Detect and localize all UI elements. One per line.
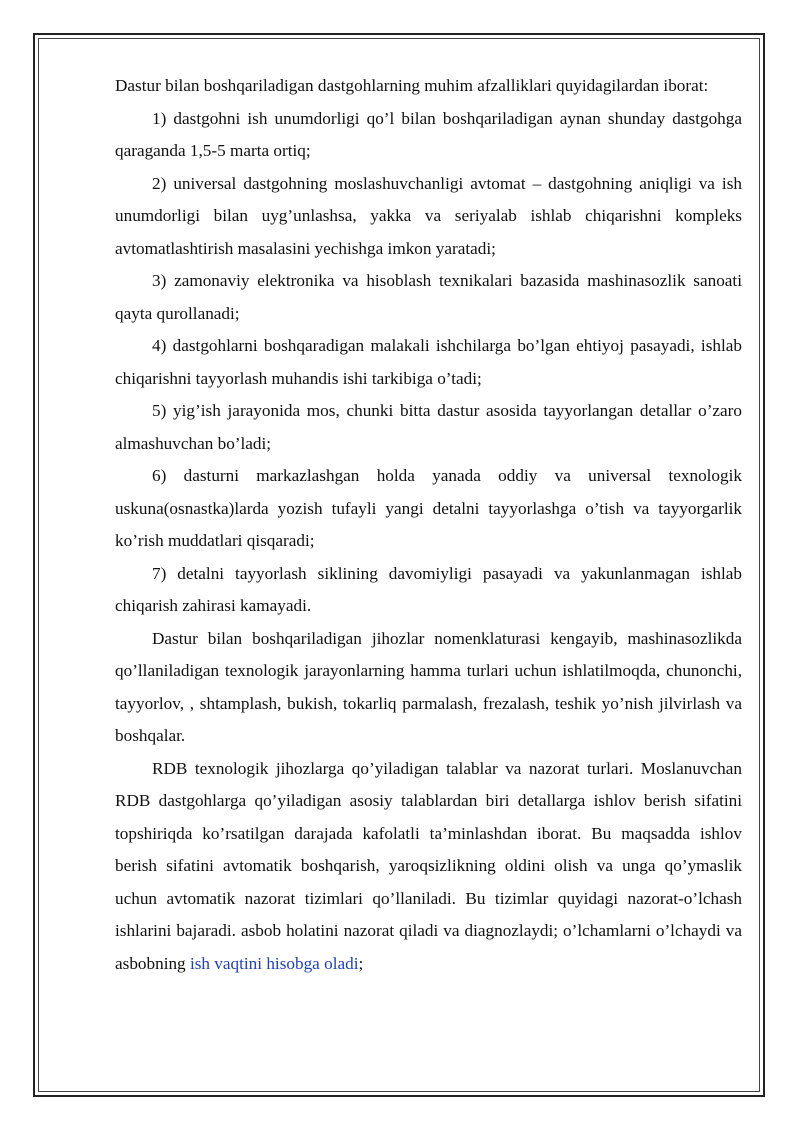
hyperlink-work-time[interactable]: ish vaqtini hisobga oladi [189, 953, 359, 973]
paragraph-item-4: 4) dastgohlarni boshqaradigan malakali ishchilarga bo’lgan ehtiyoj pasayadi, ishlab chiqarishni tayyorlash muhandis ishi tarkibiga o’tadi; [115, 336, 742, 388]
paragraph-requirements-text: RDB texnologik jihozlarga qo’yiladigan talablar va nazorat turlari. Moslanuvchan RDB dastgohlarga qo’yiladigan asosiy talablardan biri detallarga ishlov berish sifatini topshiriqda ko’rsatilgan darajada kafolatli ta’minlashdan iborat. Bu maqsadda ishlov berish sifatini avtomatik boshqarish, yaroqsizlikning oldini olish va unga qo’ymaslik uchun avtomatik nazorat tizimlari qo’llaniladi. Bu tizimlar quyidagi nazorat-o’lchash ishlarini bajaradi. asbob holatini nazorat qiladi va diagnozlaydi; o’lchamlarni o’lchaydi va asbobning [115, 758, 742, 973]
paragraph-item-2: 2) universal dastgohning moslashuvchanligi avtomat – dastgohning aniqligi va ish unumdorligi bilan uyg’unlashsa, yakka va seriyalab ishlab chiqarishni kompleks avtomatlashtirish masalasini yechishga imkon yaratadi; [115, 173, 742, 258]
document-body [115, 70, 742, 980]
paragraph-item-3: 3) zamonaviy elektronika va hisoblash texnikalari bazasida mashinasozlik sanoati qayta qurollanadi; [115, 271, 742, 323]
paragraph-equipment: Dastur bilan boshqariladigan jihozlar nomenklaturasi kengayib, mashinasozlikda qo’llaniladigan texnologik jarayonlarning hamma turlari uchun ishlatilmoqda, chunonchi, tayyorlov, , shtamplash, bukish, tokarliq parmalash, frezalash, teshik yo’nish jilvirlash va boshqalar. [115, 628, 742, 745]
paragraph-requirements [115, 753, 742, 981]
paragraph-requirements-end: ; [358, 953, 364, 973]
paragraph-item-1: 1) dastgohni ish unumdorligi qo’l bilan boshqariladigan aynan shunday dastgohga qaraganda 1,5-5 marta ortiq; [115, 108, 742, 160]
paragraph-item-6: 6) dasturni markazlashgan holda yanada oddiy va universal texnologik uskuna(osnastka)larda yozish tufayli yangi detalni tayyorlashga o’tish va tayyorgarlik ko’rish muddatlari qisqaradi; [115, 466, 742, 550]
paragraph-item-7: 7) detalni tayyorlash siklining davomiyligi pasayadi va yakunlanmagan ishlab chiqarish zahirasi kamayadi. [115, 563, 742, 615]
paragraph-intro: Dastur bilan boshqariladigan dastgohlarning muhim afzalliklari quyidagilardan iborat: [115, 76, 709, 95]
paragraph-item-5: 5) yig’ish jarayonida mos, chunki bitta dastur asosida tayyorlangan detallar o’zaro almashuvchan bo’ladi; [115, 401, 742, 453]
